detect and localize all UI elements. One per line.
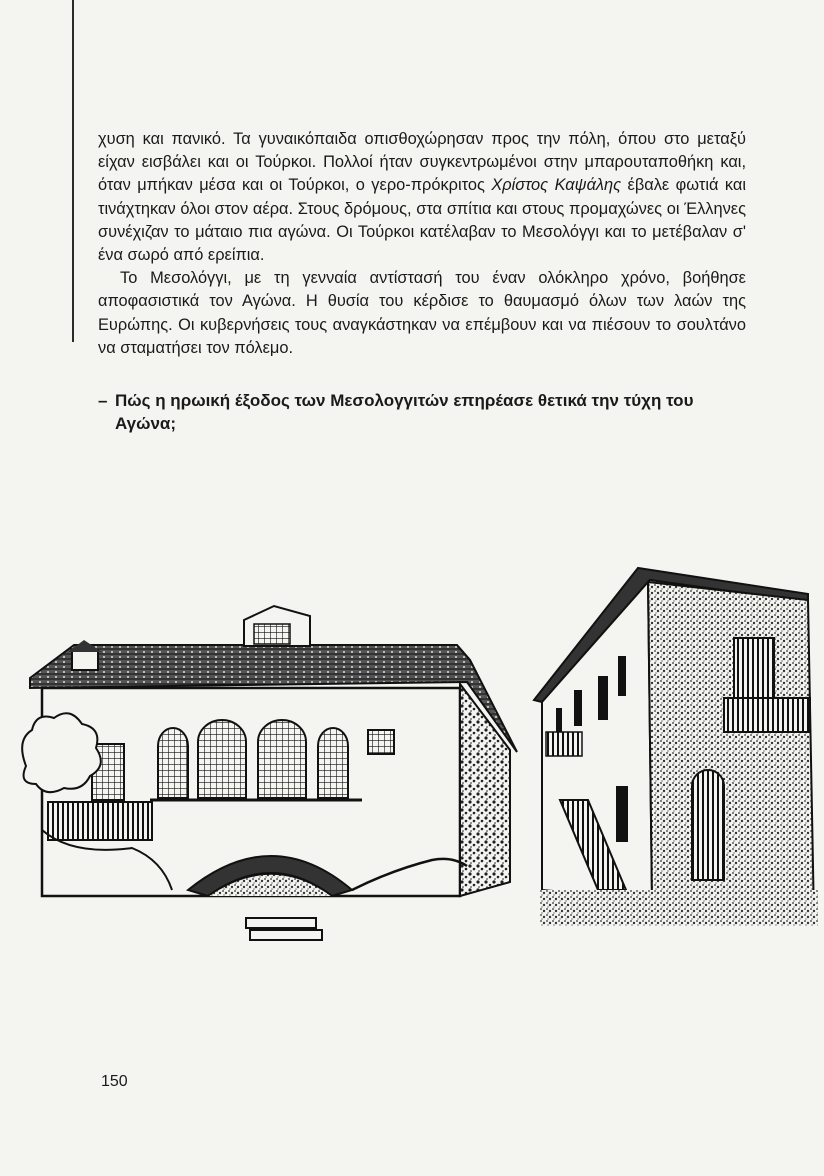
right-house xyxy=(534,568,818,926)
body-text xyxy=(98,128,746,360)
question-dash: – xyxy=(98,391,108,410)
person-name: Χρίστος Καψάλης xyxy=(491,176,622,195)
paragraph-1: χυση και πανικό. Τα γυναικόπαιδα οπισθοχώρησαν προς την πόλη, όπου στο μεταξύ είχαν εισβάλει και οι Τούρκοι. Πολλοί ήταν συγκεντρωμένοι στην μπαρουταποθήκη και, όταν μπήκαν μέσα και οι Τούρκοι, ο γερο-πρόκριτος Χρίστος Καψάλης έβαλε φωτιά και τινάχτηκαν όλοι στον αέρα. Στους δρόμους, στα σπίτια και στους προμαχώνες οι Έλληνες συνέχιζαν το μάταιο πια αγώνα. Οι Τούρκοι κατέλαβαν το Μεσολόγγι και το μετέβαλαν σ' ένα σωρό από ερείπια. xyxy=(98,130,746,265)
houses-illustration xyxy=(12,560,822,960)
question-text: Πώς η ηρωική έξοδος των Μεσολογγιτών επηρέασε θετικά την τύχη του Αγώνα; xyxy=(115,391,694,433)
review-question xyxy=(98,389,758,435)
margin-rule xyxy=(72,0,74,342)
page-number: 150 xyxy=(101,1073,128,1090)
paragraph-2: Το Μεσολόγγι, με τη γενναία αντίστασή του έναν ολόκληρο χρόνο, βοήθησε αποφασιστικά τον Αγώνα. Η θυσία του κέρδισε το θαυμασμό όλων των λαών της Ευρώπης. Οι κυβερνήσεις τους αναγκάστηκαν να επέμβουν και να πιέσουν το σουλτάνο να σταματήσει τον πόλεμο. xyxy=(98,269,746,357)
left-house xyxy=(22,606,517,940)
